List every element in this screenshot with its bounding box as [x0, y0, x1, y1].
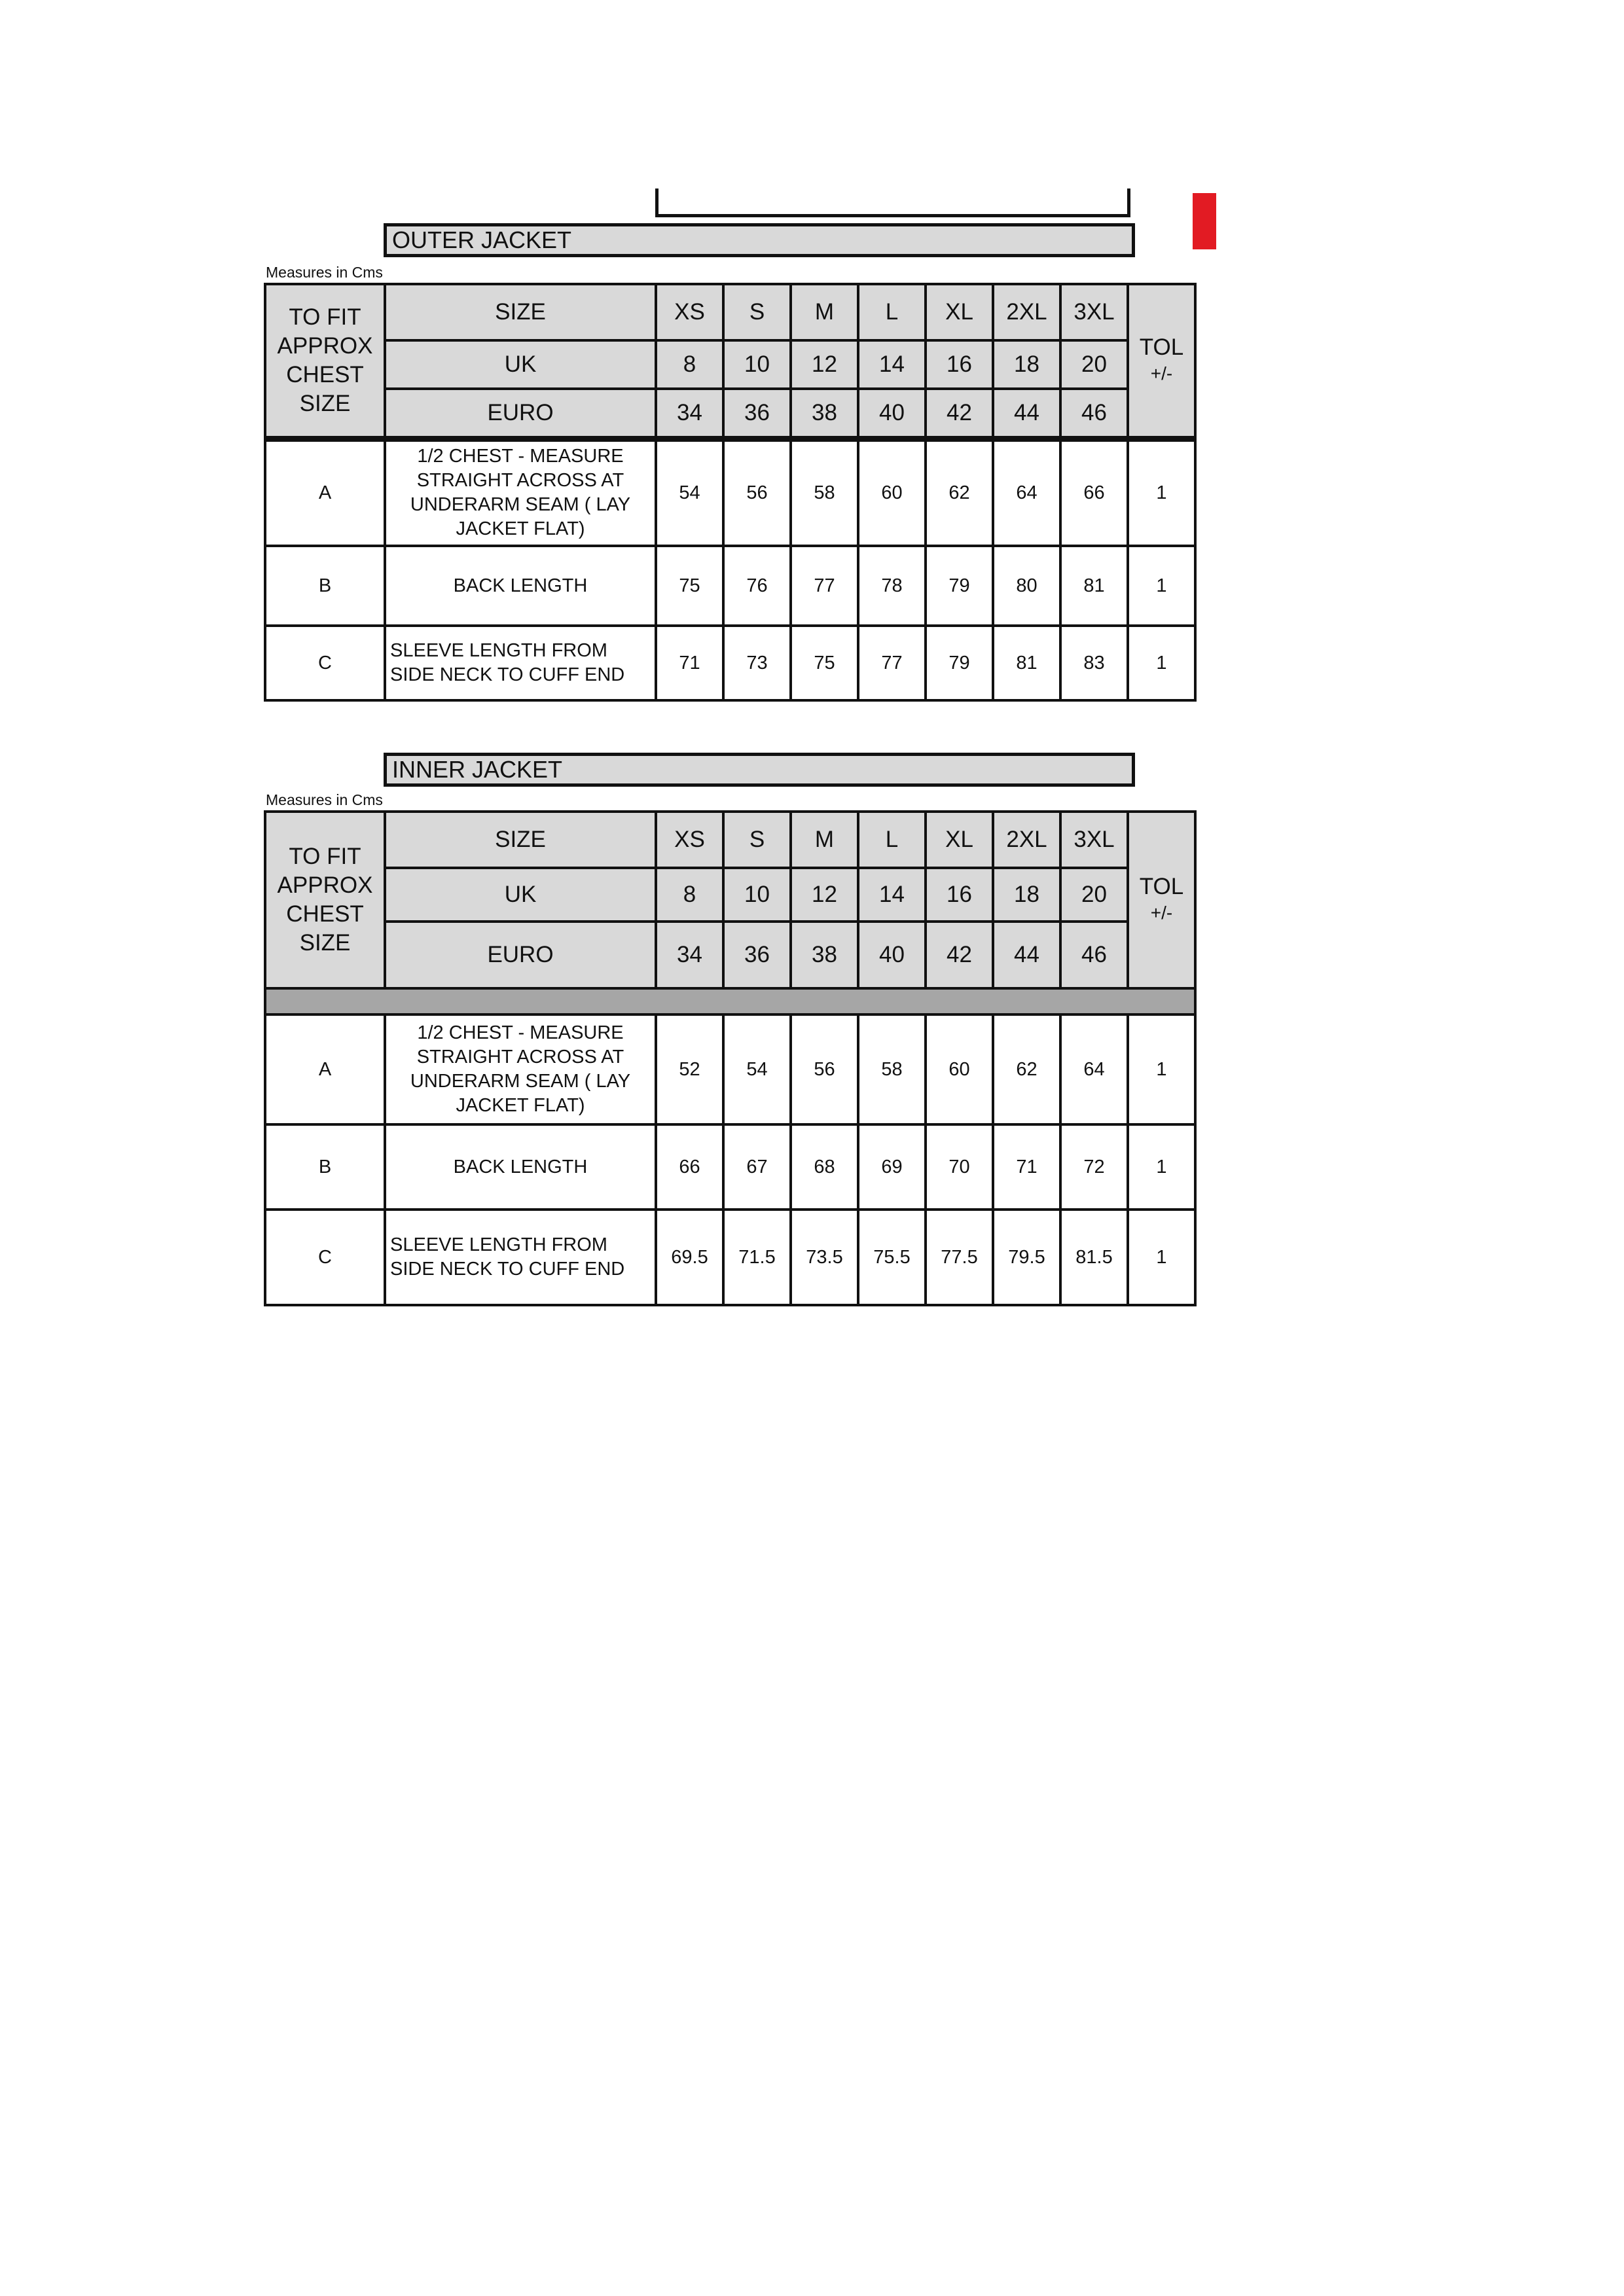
measure-value: 77 — [791, 546, 858, 626]
measure-value: 73.5 — [791, 1210, 858, 1305]
table-row — [265, 1124, 1195, 1210]
row-description: BACK LENGTH — [385, 546, 656, 626]
row-description: SLEEVE LENGTH FROM SIDE NECK TO CUFF END — [385, 626, 656, 700]
euro-size: 46 — [1060, 922, 1128, 988]
outer-size-table — [264, 283, 1197, 702]
measure-value: 67 — [723, 1124, 791, 1210]
separator-row — [265, 988, 1195, 1014]
measure-value: 81.5 — [1060, 1210, 1128, 1305]
uk-size: 10 — [723, 868, 791, 922]
tolerance-value: 1 — [1128, 1210, 1195, 1305]
euro-size: 44 — [993, 389, 1060, 439]
top-bordered-box — [655, 188, 1130, 217]
measure-value: 75.5 — [858, 1210, 926, 1305]
inner-size-table — [264, 810, 1197, 1306]
measure-value: 68 — [791, 1124, 858, 1210]
inner-jacket-title: INNER JACKET — [384, 753, 1135, 787]
measure-value: 71 — [993, 1124, 1060, 1210]
row-code: B — [265, 546, 385, 626]
uk-label: UK — [385, 340, 656, 389]
tolerance-value: 1 — [1128, 1124, 1195, 1210]
measure-value: 81 — [1060, 546, 1128, 626]
euro-size: 38 — [791, 922, 858, 988]
outer-measures-note: Measures in Cms — [266, 264, 383, 281]
measure-value: 62 — [926, 439, 993, 546]
row-code: C — [265, 1210, 385, 1305]
measure-value: 80 — [993, 546, 1060, 626]
measure-value: 64 — [993, 439, 1060, 546]
measure-value: 56 — [791, 1014, 858, 1124]
measure-value: 77 — [858, 626, 926, 700]
size-header: 2XL — [993, 812, 1060, 868]
tolerance-value: 1 — [1128, 1014, 1195, 1124]
measure-value: 77.5 — [926, 1210, 993, 1305]
euro-label: EURO — [385, 389, 656, 439]
table-row — [265, 1014, 1195, 1124]
row-code: B — [265, 1124, 385, 1210]
fit-chest-label: TO FIT APPROX CHEST SIZE — [265, 812, 385, 988]
inner-measures-note: Measures in Cms — [266, 791, 383, 808]
row-description: 1/2 CHEST - MEASURE STRAIGHT ACROSS AT UNDERARM SEAM ( LAY JACKET FLAT) — [385, 439, 656, 546]
measure-value: 62 — [993, 1014, 1060, 1124]
measure-value: 60 — [858, 439, 926, 546]
table-row — [265, 626, 1195, 700]
measure-value: 54 — [656, 439, 723, 546]
euro-size: 36 — [723, 922, 791, 988]
measure-value: 69.5 — [656, 1210, 723, 1305]
row-description: BACK LENGTH — [385, 1124, 656, 1210]
measure-value: 64 — [1060, 1014, 1128, 1124]
size-header: M — [791, 812, 858, 868]
measure-value: 81 — [993, 626, 1060, 700]
measure-value: 78 — [858, 546, 926, 626]
uk-size: 12 — [791, 340, 858, 389]
measure-value: 70 — [926, 1124, 993, 1210]
measure-value: 79 — [926, 546, 993, 626]
measure-value: 73 — [723, 626, 791, 700]
euro-size: 34 — [656, 922, 723, 988]
euro-size: 42 — [926, 922, 993, 988]
measure-value: 71 — [656, 626, 723, 700]
measure-value: 52 — [656, 1014, 723, 1124]
euro-size: 34 — [656, 389, 723, 439]
tolerance-value: 1 — [1128, 626, 1195, 700]
tolerance-label: TOL +/- — [1128, 284, 1195, 439]
measure-value: 54 — [723, 1014, 791, 1124]
red-marker — [1193, 193, 1216, 249]
size-header: M — [791, 284, 858, 340]
measure-value: 58 — [858, 1014, 926, 1124]
size-label: SIZE — [385, 284, 656, 340]
euro-size: 38 — [791, 389, 858, 439]
tolerance-label: TOL +/- — [1128, 812, 1195, 988]
measure-value: 76 — [723, 546, 791, 626]
measure-value: 71.5 — [723, 1210, 791, 1305]
uk-size: 20 — [1060, 340, 1128, 389]
fit-chest-label: TO FIT APPROX CHEST SIZE — [265, 284, 385, 439]
uk-size: 8 — [656, 340, 723, 389]
measure-value: 66 — [656, 1124, 723, 1210]
measure-value: 69 — [858, 1124, 926, 1210]
size-header: 2XL — [993, 284, 1060, 340]
uk-size: 16 — [926, 340, 993, 389]
uk-size: 20 — [1060, 868, 1128, 922]
uk-label: UK — [385, 868, 656, 922]
tolerance-value: 1 — [1128, 439, 1195, 546]
measure-value: 58 — [791, 439, 858, 546]
uk-size: 14 — [858, 868, 926, 922]
size-header: 3XL — [1060, 284, 1128, 340]
euro-size: 44 — [993, 922, 1060, 988]
size-header: XL — [926, 284, 993, 340]
table-row — [265, 1210, 1195, 1305]
uk-size: 14 — [858, 340, 926, 389]
measure-value: 79 — [926, 626, 993, 700]
uk-size: 18 — [993, 340, 1060, 389]
table-row — [265, 439, 1195, 546]
uk-size: 8 — [656, 868, 723, 922]
size-header: 3XL — [1060, 812, 1128, 868]
measure-value: 72 — [1060, 1124, 1128, 1210]
measure-value: 56 — [723, 439, 791, 546]
measure-value: 83 — [1060, 626, 1128, 700]
size-header: S — [723, 812, 791, 868]
outer-jacket-title: OUTER JACKET — [384, 223, 1135, 257]
measure-value: 75 — [656, 546, 723, 626]
row-description: 1/2 CHEST - MEASURE STRAIGHT ACROSS AT UNDERARM SEAM ( LAY JACKET FLAT) — [385, 1014, 656, 1124]
size-label: SIZE — [385, 812, 656, 868]
euro-label: EURO — [385, 922, 656, 988]
euro-size: 42 — [926, 389, 993, 439]
uk-size: 12 — [791, 868, 858, 922]
row-description: SLEEVE LENGTH FROM SIDE NECK TO CUFF END — [385, 1210, 656, 1305]
euro-size: 40 — [858, 389, 926, 439]
euro-size: 40 — [858, 922, 926, 988]
measure-value: 60 — [926, 1014, 993, 1124]
measure-value: 79.5 — [993, 1210, 1060, 1305]
size-header: XL — [926, 812, 993, 868]
tolerance-value: 1 — [1128, 546, 1195, 626]
measure-value: 75 — [791, 626, 858, 700]
uk-size: 10 — [723, 340, 791, 389]
measure-value: 66 — [1060, 439, 1128, 546]
separator-band — [265, 988, 1195, 1014]
row-code: C — [265, 626, 385, 700]
euro-size: 36 — [723, 389, 791, 439]
row-code: A — [265, 439, 385, 546]
row-code: A — [265, 1014, 385, 1124]
euro-size: 46 — [1060, 389, 1128, 439]
size-header: XS — [656, 284, 723, 340]
table-row — [265, 546, 1195, 626]
size-header: L — [858, 812, 926, 868]
size-header: XS — [656, 812, 723, 868]
size-header: L — [858, 284, 926, 340]
size-header: S — [723, 284, 791, 340]
uk-size: 16 — [926, 868, 993, 922]
uk-size: 18 — [993, 868, 1060, 922]
